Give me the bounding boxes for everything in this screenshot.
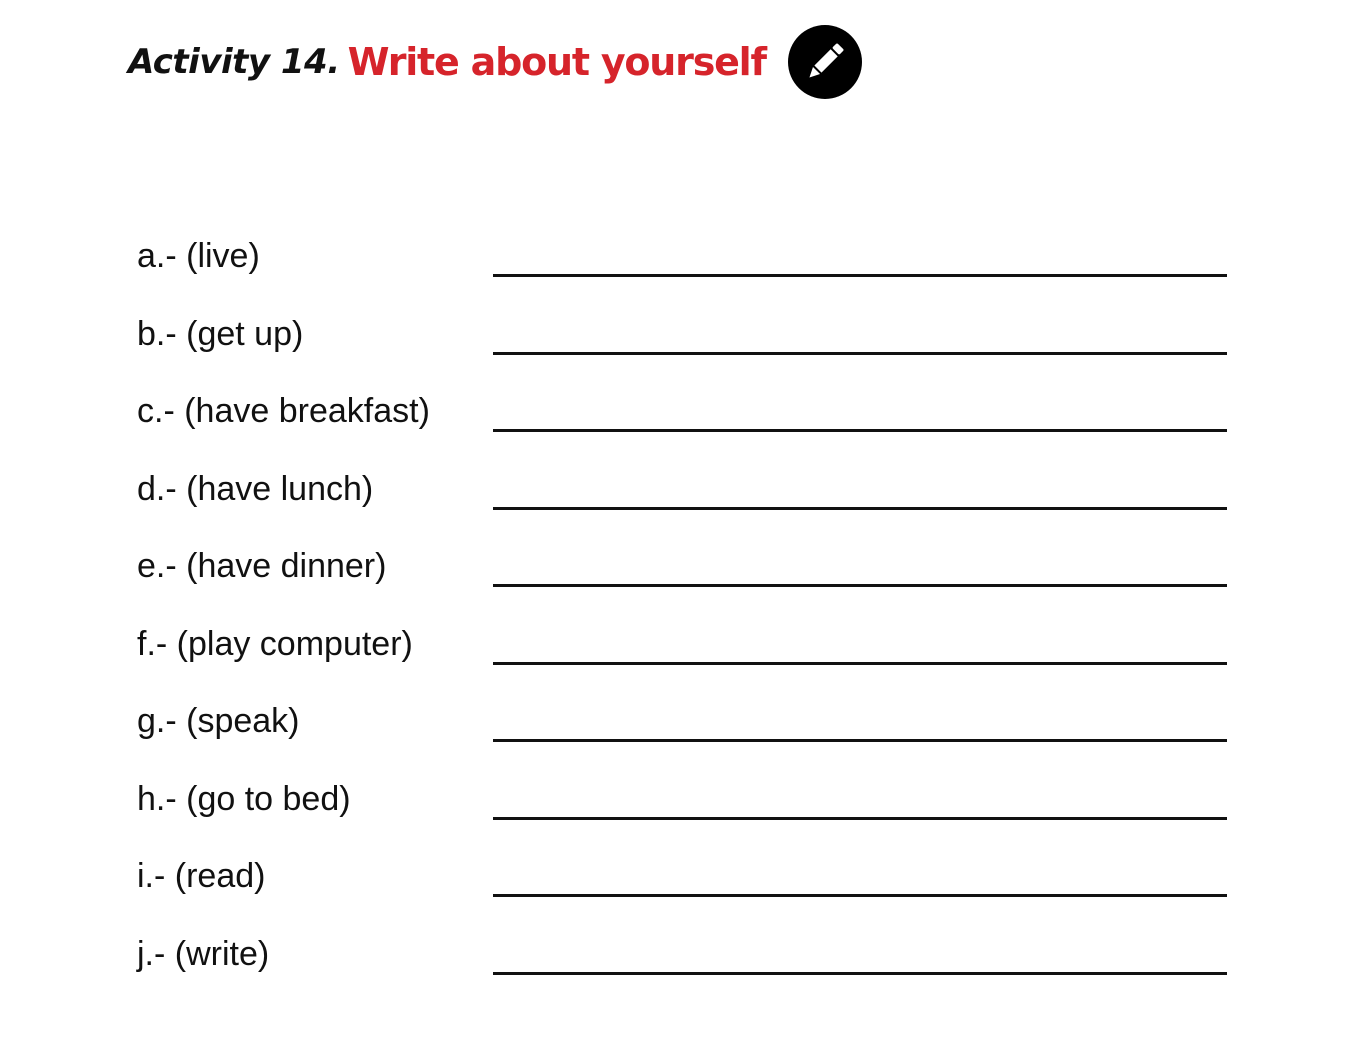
- exercise-prompt: b.- (get up): [137, 314, 304, 353]
- answer-line[interactable]: [493, 894, 1227, 897]
- exercise-item: [137, 765, 1237, 843]
- exercise-prompt: e.- (have dinner): [137, 547, 387, 585]
- exercise-item: [137, 920, 1237, 998]
- exercise-prompt: i.- (read): [137, 857, 266, 895]
- exercise-item: [137, 610, 1237, 688]
- exercise-prompt: j.- (write): [137, 934, 270, 973]
- exercise-item: [137, 842, 1237, 920]
- pencil-icon: [788, 25, 862, 99]
- exercise-item: [137, 455, 1237, 533]
- answer-line[interactable]: [493, 274, 1227, 277]
- exercise-item: [137, 377, 1237, 455]
- exercise-prompt: d.- (have lunch): [137, 469, 374, 508]
- answer-line[interactable]: [493, 972, 1227, 975]
- answer-line[interactable]: [493, 817, 1227, 820]
- answer-line[interactable]: [493, 739, 1227, 742]
- exercise-item: [137, 300, 1237, 378]
- exercise-prompt: h.- (go to bed): [137, 779, 351, 818]
- activity-title: Write about yourself: [347, 40, 766, 84]
- exercise-prompt: g.- (speak): [137, 702, 300, 740]
- exercise-item: [137, 222, 1237, 300]
- answer-line[interactable]: [493, 352, 1227, 355]
- exercise-prompt: a.- (live): [137, 237, 260, 275]
- exercise-item: [137, 532, 1237, 610]
- answer-line[interactable]: [493, 584, 1227, 587]
- exercise-prompt: c.- (have breakfast): [137, 392, 430, 430]
- answer-line[interactable]: [493, 429, 1227, 432]
- exercise-item: [137, 687, 1237, 765]
- answer-line[interactable]: [493, 662, 1227, 665]
- activity-header: [128, 22, 862, 102]
- answer-line[interactable]: [493, 507, 1227, 510]
- exercise-list: [137, 222, 1237, 997]
- exercise-prompt: f.- (play computer): [137, 624, 413, 663]
- activity-number: Activity 14.: [128, 42, 340, 82]
